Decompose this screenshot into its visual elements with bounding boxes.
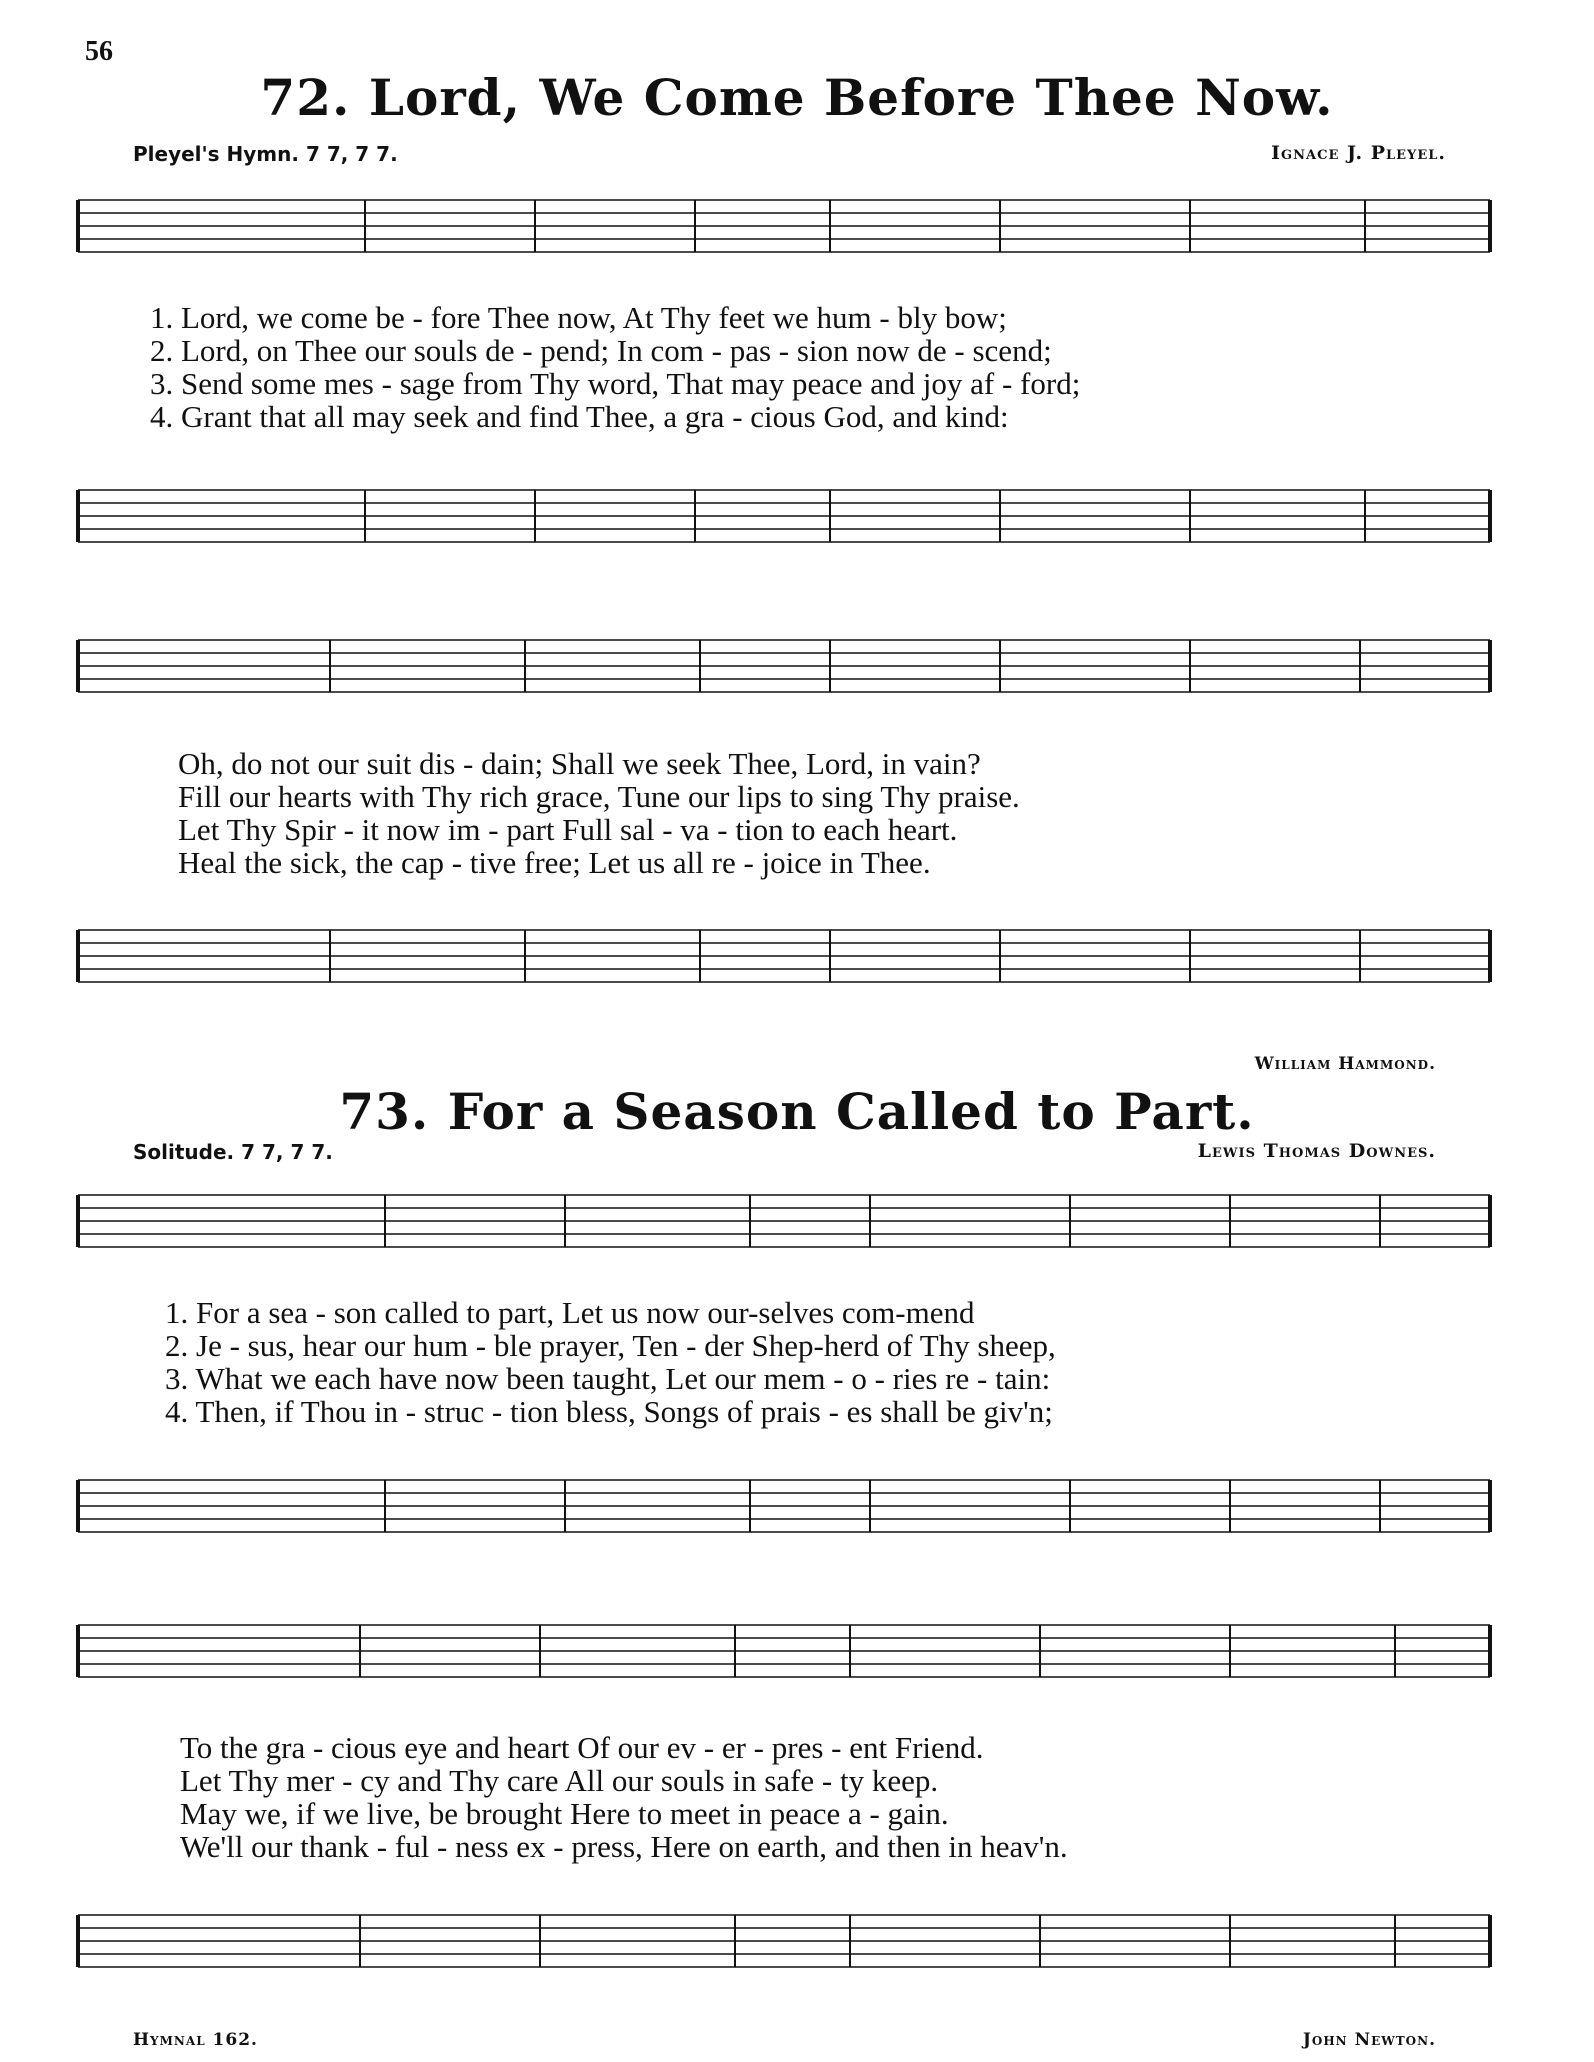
lyric-line: 2. Je - sus, hear our hum - ble prayer, Ten - der Shep-herd of Thy sheep, [165,1328,1056,1363]
lyric-line: Let Thy Spir - it now im - part Full sal - va - tion to each heart. [178,812,958,847]
hymn-title: 73. For a Season Called to Part. [339,1082,1255,1141]
tune-name: Solitude. 7 7, 7 7. [133,1140,333,1164]
composer: Ignace J. Pleyel. [1271,142,1446,164]
author-credit: John Newton. [1302,2030,1436,2050]
lyric-line: To the gra - cious eye and heart Of our ev - er - pres - ent Friend. [180,1730,984,1765]
hymnal-reference: Hymnal 162. [133,2030,258,2050]
lyric-line: 3. Send some mes - sage from Thy word, That may peace and joy af - ford; [150,366,1081,401]
lyric-line: 2. Lord, on Thee our souls de - pend; In com - pas - sion now de - scend; [150,333,1052,368]
lyric-line: 1. Lord, we come be - fore Thee now, At Thy feet we hum - bly bow; [150,300,1007,335]
lyric-line: May we, if we live, be brought Here to meet in peace a - gain. [180,1796,949,1831]
lyric-line: 4. Then, if Thou in - struc - tion bless, Songs of prais - es shall be giv'n; [165,1394,1053,1429]
page-number: 56 [85,36,113,67]
hymn-title: 72. Lord, We Come Before Thee Now. [260,68,1334,127]
lyric-line: 4. Grant that all may seek and find Thee, a gra - cious God, and kind: [150,399,1009,434]
lyric-line: We'll our thank - ful - ness ex - press, Here on earth, and then in heav'n. [180,1829,1068,1864]
lyric-line: Fill our hearts with Thy rich grace, Tune our lips to sing Thy praise. [178,779,1020,814]
lyric-line: 1. For a sea - son called to part, Let us now our-selves com-mend [165,1295,975,1330]
lyric-line: 3. What we each have now been taught, Let our mem - o - ries re - tain: [165,1361,1051,1396]
lyric-line: Heal the sick, the cap - tive free; Let us all re - joice in Thee. [178,845,931,880]
tune-name: Pleyel's Hymn. 7 7, 7 7. [133,142,398,166]
author-credit: William Hammond. [1254,1054,1436,1074]
lyric-line: Let Thy mer - cy and Thy care All our souls in safe - ty keep. [180,1763,939,1798]
composer: Lewis Thomas Downes. [1197,1140,1436,1162]
lyric-line: Oh, do not our suit dis - dain; Shall we seek Thee, Lord, in vain? [178,746,981,781]
